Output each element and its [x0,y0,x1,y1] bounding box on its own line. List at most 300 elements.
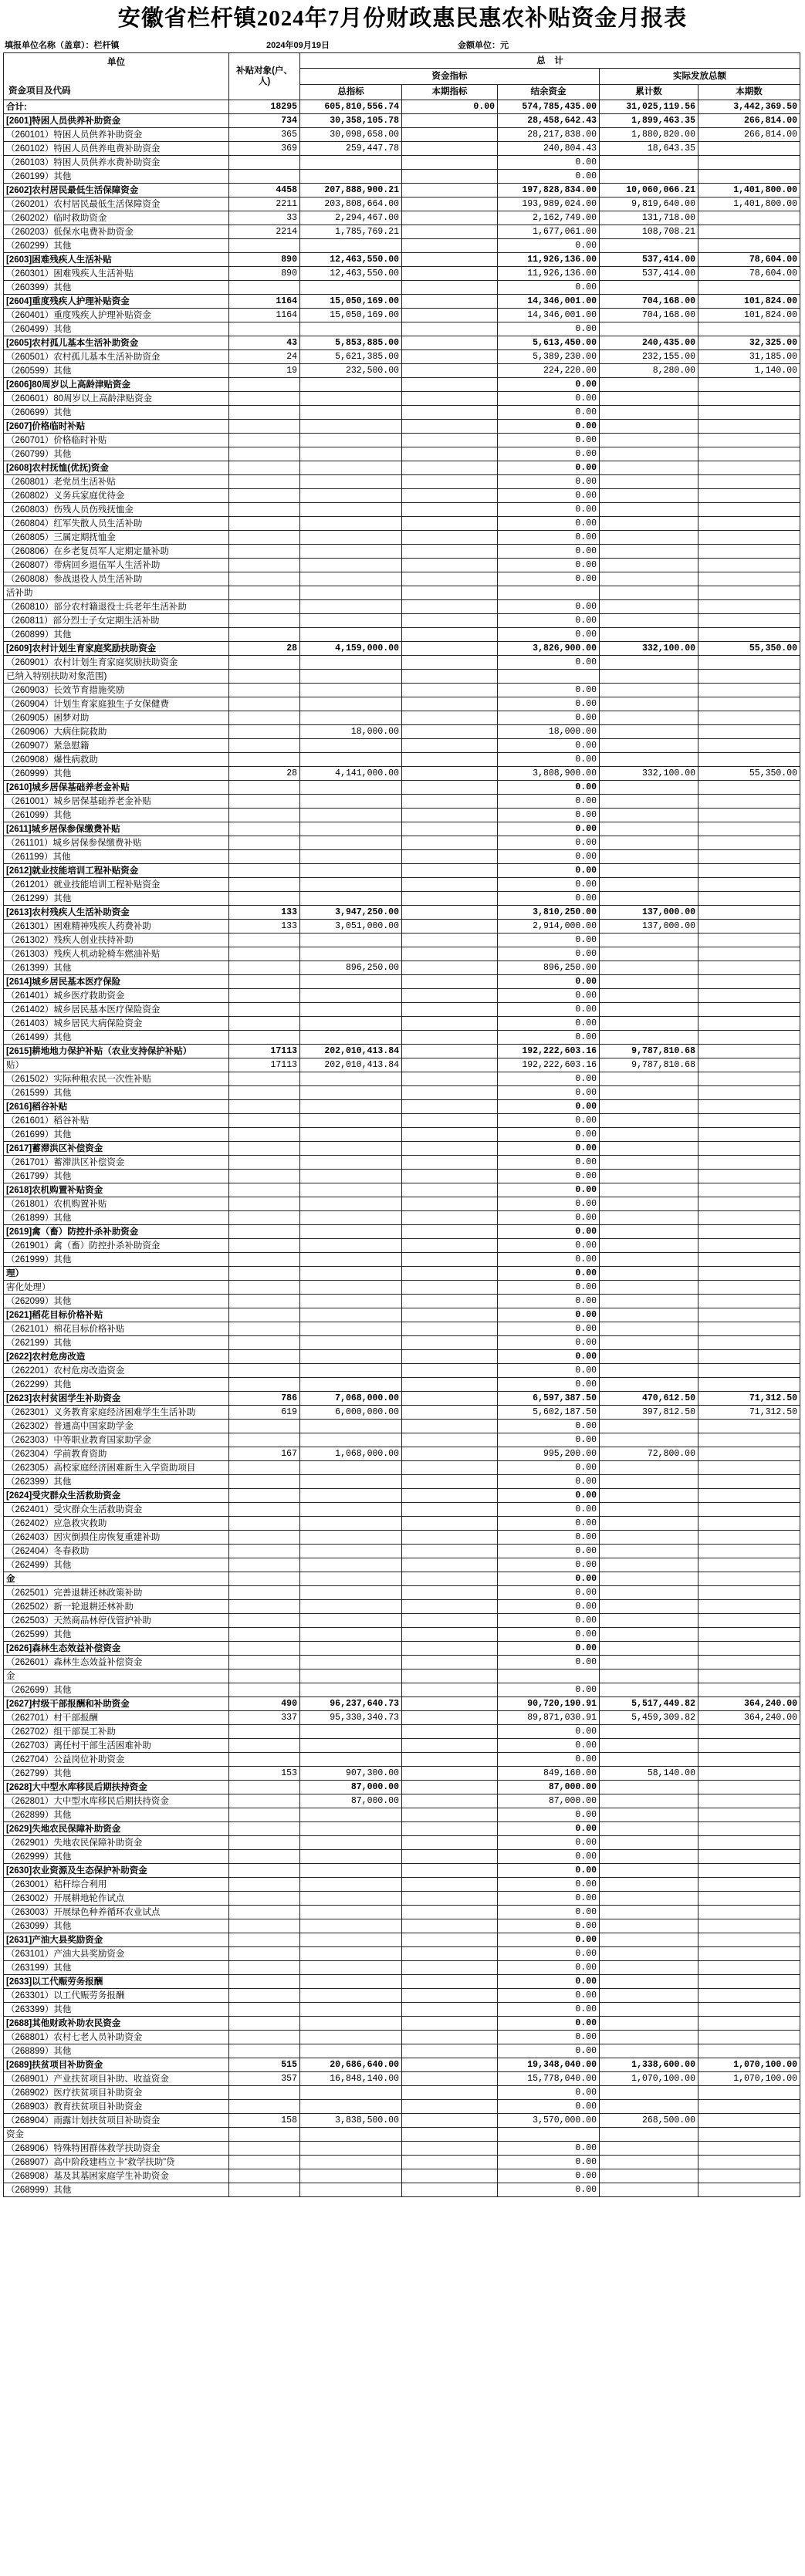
row-total-index [300,1586,402,1600]
header-actual-group: 实际发放总额 [600,69,800,84]
row-this-period [698,1364,800,1378]
row-cumulative [600,1211,698,1225]
header-carried: 结余资金 [498,84,600,100]
row-total-index [300,545,402,559]
row-cumulative [600,1489,698,1503]
row-carried: 0.00 [498,392,600,406]
category-row [4,184,800,198]
table-row [4,934,800,947]
row-this-period [698,1670,800,1683]
row-recipients [229,1072,300,1086]
row-total-index [300,1906,402,1919]
table-row [4,392,800,406]
row-recipients: 365 [229,128,300,142]
row-total-index [300,378,402,392]
row-carried: 0.00 [498,1378,600,1392]
table-row [4,1586,800,1600]
row-cumulative [600,1947,698,1961]
row-total-index [300,1031,402,1045]
row-carried: 0.00 [498,1308,600,1322]
row-this-period [698,1919,800,1933]
row-this-period [698,920,800,934]
row-this-period [698,489,800,503]
row-this-index [402,1031,498,1045]
report-date: 2024年09月19日 [266,41,330,50]
row-this-period [698,1850,800,1864]
row-recipients [229,1239,300,1253]
table-row [4,1170,800,1183]
row-total-index: 232,500.00 [300,364,402,378]
row-name: [2631]产油大县奖励资金 [4,1933,229,1947]
table-body [4,100,800,2197]
row-recipients [229,614,300,628]
row-this-period [698,1517,800,1531]
row-carried: 0.00 [498,545,600,559]
table-row [4,1878,800,1892]
row-this-index [402,225,498,239]
row-this-index [402,947,498,961]
row-this-index [402,767,498,781]
row-carried: 849,160.00 [498,1767,600,1781]
row-this-period [698,600,800,614]
row-name: （263301）以工代赈劳务报酬 [4,1989,229,2003]
row-this-period [698,1947,800,1961]
row-cumulative [600,1197,698,1211]
row-name: （262201）农村危房改造资金 [4,1364,229,1378]
row-this-index [402,114,498,128]
row-this-period [698,1461,800,1475]
row-name: （262701）村干部报酬 [4,1711,229,1725]
row-carried: 0.00 [498,1656,600,1670]
row-name: （260999）其他 [4,767,229,781]
row-recipients [229,545,300,559]
row-total-index: 12,463,550.00 [300,267,402,281]
row-carried: 3,570,000.00 [498,2114,600,2128]
row-carried: 0.00 [498,1128,600,1142]
row-this-index [402,1447,498,1461]
row-total-index: 907,300.00 [300,1767,402,1781]
row-this-period [698,1503,800,1517]
row-this-index [402,281,498,295]
row-total-index [300,531,402,545]
row-cumulative [600,1364,698,1378]
row-cumulative: 137,000.00 [600,906,698,920]
row-this-index [402,697,498,711]
row-this-period [698,2114,800,2128]
row-name: （260201）农村居民最低生活保障资金 [4,198,229,211]
table-row [4,1406,800,1420]
row-name: [2611]城乡居保参保缴费补贴 [4,822,229,836]
row-total-index [300,1350,402,1364]
row-recipients [229,1364,300,1378]
table-row [4,517,800,531]
row-total-index: 259,447.78 [300,142,402,156]
row-carried: 0.00 [498,1850,600,1864]
row-carried: 0.00 [498,1420,600,1433]
row-this-period: 1,070,100.00 [698,2072,800,2086]
row-name: （268908）基及其基困家庭学生补助资金 [4,2169,229,2183]
row-recipients: 890 [229,253,300,267]
table-row [4,1656,800,1670]
row-this-period [698,781,800,795]
row-cumulative: 1,899,463.35 [600,114,698,128]
row-carried: 0.00 [498,1433,600,1447]
row-name: （262501）完善退耕还林政策补助 [4,1586,229,1600]
row-recipients [229,2031,300,2044]
row-carried: 0.00 [498,475,600,489]
row-recipients [229,156,300,170]
row-carried: 0.00 [498,1628,600,1642]
table-row [4,1364,800,1378]
row-this-period [698,684,800,697]
row-recipients [229,670,300,684]
row-recipients: 2214 [229,225,300,239]
row-carried: 0.00 [498,1545,600,1558]
row-total-index: 7,068,000.00 [300,1392,402,1406]
row-this-index [402,1822,498,1836]
row-name: （260299）其他 [4,239,229,253]
table-row [4,795,800,809]
row-name: （262303）中等职业教育国家助学金 [4,1433,229,1447]
row-recipients [229,322,300,336]
row-recipients [229,447,300,461]
row-cumulative: 5,517,449.82 [600,1697,698,1711]
row-carried: 0.00 [498,1878,600,1892]
row-this-period [698,142,800,156]
row-this-period [698,1489,800,1503]
row-total-index [300,2031,402,2044]
row-recipients: 24 [229,350,300,364]
row-cumulative [600,281,698,295]
row-this-period [698,1031,800,1045]
category-row [4,1822,800,1836]
row-recipients [229,1739,300,1753]
table-row [4,309,800,322]
category-row [4,336,800,350]
row-name: （268904）雨露计划扶贫项目补助资金 [4,2114,229,2128]
row-name: （262901）失地农民保障补助资金 [4,1836,229,1850]
row-name: （261303）残疾人机动轮椅车燃油补贴 [4,947,229,961]
row-this-period [698,559,800,572]
row-name: （260202）临时救助资金 [4,211,229,225]
row-total-index [300,711,402,725]
row-recipients: 28 [229,767,300,781]
row-name: （260904）计划生育家庭独生子女保健费 [4,697,229,711]
row-name: （261199）其他 [4,850,229,864]
row-total-index [300,1989,402,2003]
row-carried: 0.00 [498,1489,600,1503]
row-name: （260903）长效节育措施奖励 [4,684,229,697]
row-name: （261899）其他 [4,1211,229,1225]
row-carried: 0.00 [498,1517,600,1531]
row-name: （260899）其他 [4,628,229,642]
row-carried: 0.00 [498,406,600,420]
row-this-period [698,1989,800,2003]
row-this-index [402,809,498,822]
category-row [4,1697,800,1711]
row-recipients [229,1656,300,1670]
category-row [4,420,800,434]
category-row [4,114,800,128]
row-recipients [229,836,300,850]
row-recipients: 4458 [229,184,300,198]
row-this-index [402,1350,498,1364]
row-name: （262801）大中型水库移民后期扶持资金 [4,1794,229,1808]
row-recipients [229,1100,300,1114]
category-row [4,2017,800,2031]
row-recipients [229,1822,300,1836]
row-recipients [229,1572,300,1586]
row-this-index [402,1767,498,1781]
row-recipients [229,1475,300,1489]
table-row [4,1906,800,1919]
row-cumulative [600,517,698,531]
row-cumulative [600,1600,698,1614]
row-total-index [300,2128,402,2142]
row-total-index [300,1975,402,1989]
row-cumulative [600,1281,698,1295]
row-carried: 574,785,435.00 [498,100,600,114]
row-recipients [229,600,300,614]
row-carried: 15,778,040.00 [498,2072,600,2086]
row-name: （268903）教育扶贫项目补助资金 [4,2100,229,2114]
category-row [4,1142,800,1156]
row-this-index [402,364,498,378]
row-this-index [402,559,498,572]
filling-unit: 填报单位名称（盖章）：栏杆镇 [5,41,120,50]
row-carried: 0.00 [498,1531,600,1545]
table-row [4,1239,800,1253]
category-row [4,1642,800,1656]
row-recipients [229,2183,300,2197]
row-this-period [698,1545,800,1558]
row-this-index [402,1003,498,1017]
row-this-period [698,1961,800,1975]
row-recipients: 890 [229,267,300,281]
row-recipients: 357 [229,2072,300,2086]
row-total-index: 1,068,000.00 [300,1447,402,1461]
row-this-period [698,1058,800,1072]
row-total-index: 30,098,658.00 [300,128,402,142]
row-name: （262302）普通高中国家助学金 [4,1420,229,1433]
row-cumulative [600,378,698,392]
row-name: [2628]大中型水库移民后期扶持资金 [4,1781,229,1794]
row-this-index [402,572,498,586]
row-this-period [698,1239,800,1253]
row-this-period [698,281,800,295]
row-this-period: 71,312.50 [698,1392,800,1406]
row-name: [2688]其他财政补助农民资金 [4,2017,229,2031]
row-this-index [402,711,498,725]
row-carried: 0.00 [498,1350,600,1364]
category-row [4,1489,800,1503]
row-name: （260905）困梦对助 [4,711,229,725]
row-carried: 0.00 [498,1100,600,1114]
row-cumulative [600,1128,698,1142]
category-row [4,1350,800,1364]
row-cumulative [600,461,698,475]
row-recipients [229,934,300,947]
row-this-period [698,545,800,559]
row-this-index [402,1558,498,1572]
row-this-period [698,1975,800,1989]
row-carried: 0.00 [498,1558,600,1572]
row-total-index [300,2142,402,2156]
row-total-index [300,1836,402,1850]
row-this-period: 71,312.50 [698,1406,800,1420]
row-name: （260599）其他 [4,364,229,378]
row-total-index: 3,051,000.00 [300,920,402,934]
row-carried: 90,720,190.91 [498,1697,600,1711]
row-this-period [698,1378,800,1392]
row-name: （261299）其他 [4,892,229,906]
row-total-index [300,239,402,253]
row-total-index [300,1933,402,1947]
row-carried: 0.00 [498,1753,600,1767]
row-carried: 0.00 [498,1642,600,1656]
row-name: （261799）其他 [4,1170,229,1183]
category-row [4,1572,800,1586]
row-name: [2621]稻花目标价格补贴 [4,1308,229,1322]
row-total-index [300,947,402,961]
row-this-index [402,684,498,697]
row-cumulative [600,1142,698,1156]
table-row [4,170,800,184]
table-row [4,586,800,600]
header-cumulative: 累计数 [600,84,698,100]
table-row [4,697,800,711]
row-cumulative [600,2017,698,2031]
row-this-index [402,2169,498,2183]
table-row [4,239,800,253]
row-cumulative [600,878,698,892]
row-recipients [229,1794,300,1808]
row-recipients [229,1489,300,1503]
row-name: （262699）其他 [4,1683,229,1697]
row-total-index [300,2169,402,2183]
row-this-index [402,2100,498,2114]
row-name: （261101）城乡居保参保缴费补贴 [4,836,229,850]
row-this-period [698,1433,800,1447]
row-recipients [229,2142,300,2156]
row-total-index [300,1628,402,1642]
table-row [4,447,800,461]
row-this-index [402,1086,498,1100]
row-carried: 0.00 [498,1864,600,1878]
row-name: 金 [4,1670,229,1683]
row-this-period [698,1767,800,1781]
table-row [4,1058,800,1072]
table-row [4,1989,800,2003]
row-this-period [698,2183,800,2197]
row-carried: 0.00 [498,1572,600,1586]
table-row [4,1378,800,1392]
row-name: [2626]森林生态效益补偿资金 [4,1642,229,1656]
row-cumulative [600,559,698,572]
header-total-index: 总指标 [300,84,402,100]
row-carried: 0.00 [498,850,600,864]
row-recipients [229,1156,300,1170]
row-total-index [300,1378,402,1392]
row-this-index [402,600,498,614]
row-this-period [698,1100,800,1114]
category-row [4,781,800,795]
row-this-period [698,850,800,864]
row-carried: 0.00 [498,1586,600,1600]
row-total-index [300,586,402,600]
row-total-index: 87,000.00 [300,1781,402,1794]
row-this-index [402,128,498,142]
row-this-index [402,295,498,309]
row-cumulative [600,1794,698,1808]
row-carried: 0.00 [498,447,600,461]
row-carried: 0.00 [498,1461,600,1475]
row-cumulative [600,1558,698,1572]
row-cumulative: 137,000.00 [600,920,698,934]
row-total-index [300,1808,402,1822]
row-total-index [300,1197,402,1211]
row-cumulative: 232,155.00 [600,350,698,364]
row-this-period: 55,350.00 [698,767,800,781]
row-cumulative: 240,435.00 [600,336,698,350]
header-project-code: 资金项目及代码 [8,86,71,96]
table-row [4,1600,800,1614]
row-this-index [402,434,498,447]
row-this-period [698,406,800,420]
row-carried: 0.00 [498,1822,600,1836]
row-recipients [229,1225,300,1239]
row-this-index [402,1489,498,1503]
row-carried: 0.00 [498,559,600,572]
row-recipients [229,572,300,586]
row-name: （260808）参战退役人员生活补助 [4,572,229,586]
row-this-index: 0.00 [402,100,498,114]
report-meta [0,39,805,51]
row-carried: 0.00 [498,1253,600,1267]
table-row [4,1197,800,1211]
row-recipients: 1164 [229,295,300,309]
row-recipients [229,1781,300,1794]
table-row [4,2072,800,2086]
row-this-period [698,614,800,628]
row-cumulative [600,1753,698,1767]
row-total-index [300,517,402,531]
row-recipients: 786 [229,1392,300,1406]
row-recipients [229,1086,300,1100]
table-row [4,1725,800,1739]
row-carried: 192,222,603.16 [498,1058,600,1072]
row-this-index [402,795,498,809]
row-carried: 224,220.00 [498,364,600,378]
row-this-index [402,1170,498,1183]
row-name: [2633]以工代赈劳务报酬 [4,1975,229,1989]
row-total-index: 12,463,550.00 [300,253,402,267]
table-row [4,1420,800,1433]
row-this-index [402,1628,498,1642]
row-name: （260103）特困人员供养水费补助资金 [4,156,229,170]
table-row [4,2086,800,2100]
row-this-index [402,406,498,420]
row-this-index [402,184,498,198]
row-total-index [300,572,402,586]
row-this-index [402,1808,498,1822]
table-row [4,1281,800,1295]
row-this-index [402,1947,498,1961]
row-total-index [300,1642,402,1656]
row-this-index [402,2114,498,2128]
table-row [4,1072,800,1086]
row-recipients: 17113 [229,1045,300,1058]
